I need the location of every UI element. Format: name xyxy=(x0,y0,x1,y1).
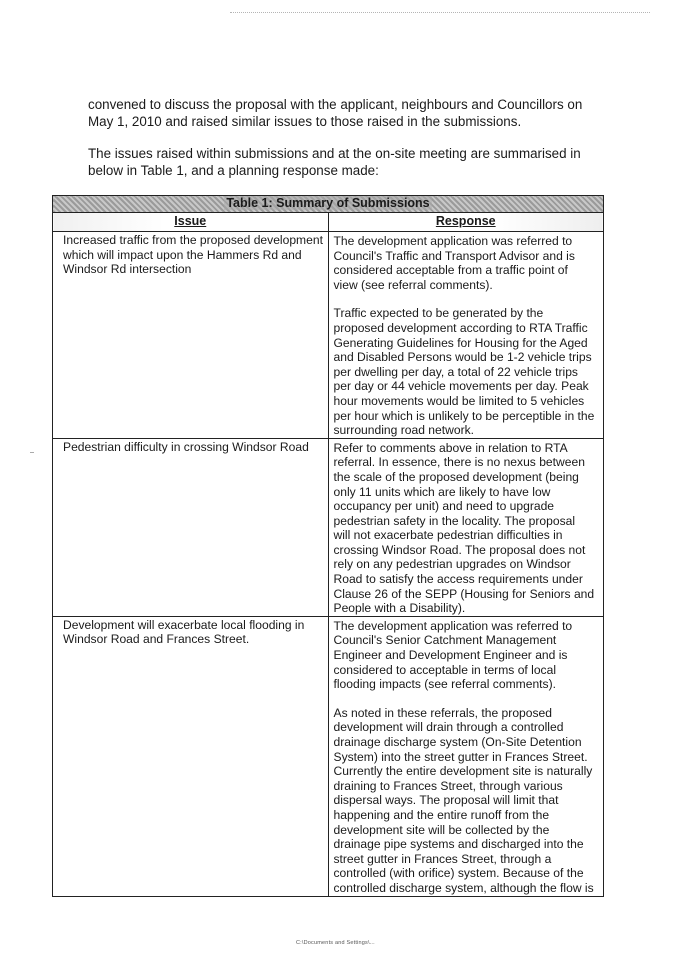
intro-paragraph-2: The issues raised within submissions and at the on-site meeting are summarised in below in Table 1, and a planning response made: xyxy=(88,146,581,178)
table-title: Table 1: Summary of Submissions xyxy=(53,196,604,213)
response-paragraph: The development application was referred to Council's Senior Catchment Management Engineer and Development Engineer and is considered to acceptable in terms of local flooding impacts (see referral comments). xyxy=(333,618,573,692)
table-header-row xyxy=(53,213,604,232)
response-cell xyxy=(328,232,604,439)
response-paragraph: Refer to comments above in relation to RTA referral. In essence, there is no nexus between the scale of the proposed development (being only 11 units which are likely to have low occupancy per unit) and need to upgrade pedestrian safety in the locality. The proposal will not exacerbate pedestrian difficulties in crossing Windsor Road. The proposal does not rely on any pedestrian upgrades on Windsor Road to satisfy the access requirements under Clause 26 of the SEPP (Housing for Seniors and People with a Disability). xyxy=(333,440,595,616)
column-header-issue: Issue xyxy=(53,213,329,232)
response-cell xyxy=(328,616,604,896)
issue-cell: Development will exacerbate local flooding in Windsor Road and Frances Street. xyxy=(53,616,329,896)
column-header-response: Response xyxy=(328,213,604,232)
issue-cell: Pedestrian difficulty in crossing Windsor Road xyxy=(53,438,329,616)
margin-mark xyxy=(30,452,34,453)
response-cell xyxy=(328,438,604,616)
table-row xyxy=(53,616,604,896)
scan-artifact-line xyxy=(230,12,650,14)
table-title-row xyxy=(53,196,604,213)
response-paragraph: As noted in these referrals, the proposed development will drain through a controlled drainage discharge system (On-Site Detention System) into the street gutter in Frances Street. Currently the entire development site is naturally draining to Frances Street, through various dispersal ways. The proposal will limit that happening and the entire runoff from the development site will be collected by the drainage pipe systems and discharged into the street gutter in Frances Street, through a controlled (with orifice) system. Because of the controlled discharge system, although the flow is xyxy=(333,705,594,895)
table-row xyxy=(53,438,604,616)
table-row xyxy=(53,232,604,439)
submissions-table-wrapper xyxy=(52,195,604,897)
intro-paragraph-1: convened to discuss the proposal with the applicant, neighbours and Councillors on May 1, 2010 and raised similar issues to those raised in the submissions. xyxy=(88,97,583,129)
submissions-table xyxy=(52,195,604,897)
intro-text xyxy=(88,96,608,194)
footer-path: C:\Documents and Settings\... xyxy=(296,940,375,946)
issue-cell: Increased traffic from the proposed development which will impact upon the Hammers Rd and Windsor Rd intersection xyxy=(53,232,329,439)
response-paragraph: The development application was referred to Council's Traffic and Transport Advisor and is considered acceptable from a traffic point of view (see referral comments). xyxy=(333,234,575,292)
response-paragraph: Traffic expected to be generated by the proposed development according to RTA Traffic Generating Guidelines for Housing for the Aged and Disabled Persons would be 1-2 vehicle trips per dwelling per day, a total of 22 vehicle trips per day or 44 vehicle movements per day. Peak hour movements would be limited to 5 vehicles per hour which is unlikely to be perceptible in the surrounding road network. xyxy=(333,306,595,438)
